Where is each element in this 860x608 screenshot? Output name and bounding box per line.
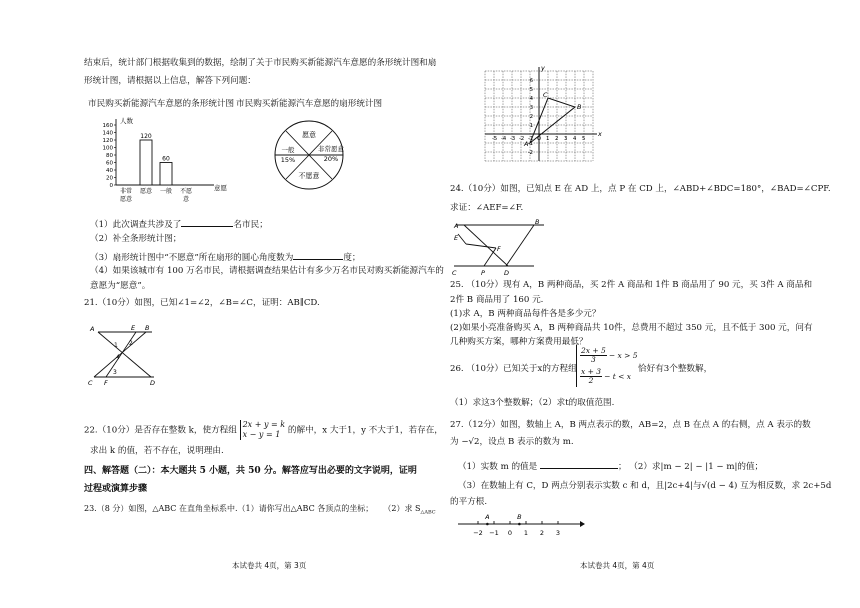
bar-y-tick-label: 40 <box>106 168 113 174</box>
q26-intro: 26. （10分）已知关于x的方程组 <box>450 364 577 374</box>
q27-line1: 27.（12分）如图，数轴上 A，B 两点表示的数，AB=2，点 B 在点 A 的右侧，点 A 表示的数 <box>450 420 811 430</box>
q22-eq1: 2x + y = k <box>242 420 286 429</box>
bar-cat-label: 非常 <box>119 188 133 195</box>
q23-sub: △ABC <box>420 509 436 516</box>
fig21-label-A: A <box>90 325 95 333</box>
q25-part1: (1)求 A，B 两种商品每件各是多少元？ <box>450 309 601 319</box>
bar-cat-label-2: 意 <box>182 196 190 203</box>
q26-ineq2 <box>580 366 638 387</box>
bar-y-tick-label: 0 <box>109 183 113 189</box>
q27-1-blank[interactable] <box>540 459 618 469</box>
q26-frac1 <box>580 347 607 364</box>
q20-1-text: （1）此次调查共涉及了 <box>90 220 182 230</box>
pie-label-20: 20% <box>323 155 339 163</box>
bar-chart <box>80 110 230 210</box>
number-line <box>456 512 586 542</box>
fig24-label-P: P <box>481 269 485 277</box>
q26-rhs2: − t < x <box>604 372 632 381</box>
q26-frac2 <box>580 368 602 385</box>
grid-x-tick: 5 <box>582 136 586 142</box>
bar-y-tick-label: 80 <box>106 153 113 159</box>
bar-2 <box>160 163 172 186</box>
bar-x-label: 意愿 <box>214 184 227 192</box>
bar-cat-label-2: 愿意 <box>119 196 133 203</box>
grid-y-tick: 3 <box>529 105 533 111</box>
q27-line2: 为 −√2，设点 B 表示的数为 m. <box>450 437 574 447</box>
point-B <box>518 523 521 526</box>
q22-eq2: x − y = 1 <box>242 430 281 439</box>
fig21-label-3: 3 <box>113 369 117 376</box>
fig21-label-C: C <box>88 379 93 387</box>
q20-part4-cont: 意愿为“愿意”。 <box>90 281 151 291</box>
q20-1-blank[interactable] <box>181 217 233 227</box>
q26-num2: x + 3 <box>581 367 602 376</box>
fig24-label-F: F <box>497 245 501 253</box>
q25-part2: (2)如果小亮准备购买 A，B 两种商品共 10件，总费用不超过 350 元，且不低于 300 元，问有 <box>450 323 813 333</box>
q22-line1 <box>84 420 443 440</box>
section4-heading-cont: 过程或演算步骤 <box>84 484 148 494</box>
pie-label-willing: 愿意 <box>302 131 316 139</box>
numberline-tick-label: 0 <box>507 529 513 537</box>
q26-ineq1 <box>580 345 638 366</box>
fig21-label-B: B <box>145 324 150 332</box>
bar-cat-label: 不愿 <box>179 188 193 195</box>
figure-24 <box>450 218 550 278</box>
bar-cat-label: 愿意 <box>139 188 153 195</box>
numberline-tick-label: −1 <box>489 529 499 537</box>
pie-label-unwilling: 不愿意 <box>298 172 320 180</box>
grid-y-tick: 5 <box>529 87 533 93</box>
q25-part2-cont: 几种购买方案，哪种方案费用最低？ <box>450 337 588 347</box>
fig24-label-E: E <box>454 234 459 242</box>
bar-value-label: 60 <box>162 155 170 163</box>
grid-x-tick: 1 <box>546 136 550 142</box>
fig21-label-F: F <box>104 379 108 387</box>
bar-y-tick-label: 140 <box>102 130 113 137</box>
numberline-tick-label: 2 <box>539 529 545 537</box>
grid-y-tick: 4 <box>529 96 533 102</box>
grid-x-tick: 3 <box>564 136 568 142</box>
q22-system <box>240 420 286 440</box>
grid-x-tick: 2 <box>555 136 559 142</box>
q20-3-blank[interactable] <box>293 250 343 260</box>
figure-23-grid <box>484 62 602 166</box>
pie-label-15: 15% <box>280 156 296 164</box>
fig24-label-D: D <box>504 269 510 277</box>
bar-1 <box>140 140 152 185</box>
grid-x-tick: O <box>537 136 542 142</box>
q20-part4: （4）如果该城市有 100 万名市民，请根据调查结果估计有多少万名市民对购买新能源汽车的 <box>90 266 444 276</box>
q27-part3-cont: 的平方根. <box>450 497 488 507</box>
fig21-label-D: D <box>150 379 156 387</box>
q22-text-b: 的解中，x 大于1，y 不大于1，若存在， <box>287 425 443 436</box>
grid-y-tick: -1 <box>527 141 533 147</box>
grid-x-tick: 4 <box>573 136 577 142</box>
q27-part3: （3）在数轴上有 C，D 两点分别表示实数 c 和 d，且|2c+4|与√(d − 4) 互为相反数，求 2c+5d <box>458 481 832 491</box>
grid-y-tick: -2 <box>527 150 533 156</box>
page-footer-right: 本试卷共 4页，第 4页 <box>580 561 655 570</box>
bar-chart-title: 市民购买新能源汽车意愿的条形统计图 <box>88 99 235 109</box>
numberline-tick-label: −2 <box>473 529 483 537</box>
bar-y-tick-label: 100 <box>102 145 113 152</box>
fig21-label-E: E <box>131 324 136 332</box>
q23-text <box>84 503 436 519</box>
bar-value-label: 120 <box>140 133 152 140</box>
point-C-label: C <box>543 91 548 99</box>
bar-y-tick-label: 120 <box>102 138 113 144</box>
section4-heading: 四、解答题（二）：本大题共 5 小题，共 50 分。解答应写出必要的文字说明，证明 <box>84 466 417 476</box>
q26-den1: 3 <box>591 355 596 364</box>
grid-y-tick: 6 <box>529 78 533 84</box>
numberline-tick-label: 3 <box>555 529 561 537</box>
bar-cat-label: 一般 <box>159 188 173 195</box>
q27-1-text: （1）实数 m 的值是 <box>458 462 538 472</box>
point-B-label: B <box>517 513 522 521</box>
grid-x-label: x <box>598 130 602 138</box>
q26-rhs1: − x > 5 <box>608 351 638 360</box>
grid-x-tick: -5 <box>492 136 498 142</box>
q24-proof: 求证：∠AEF=∠F. <box>450 203 524 213</box>
figure-21 <box>86 322 166 386</box>
q21-text: 21.（10分）如图，已知∠1=∠2，∠B=∠C，证明：AB∥CD. <box>84 298 320 308</box>
q20-1-text-end: 名市民； <box>233 220 268 230</box>
point-A-label: A <box>524 140 529 148</box>
q22-text-a: 22.（10分）是否存在整数 k，使方程组 <box>84 425 237 436</box>
fig24-label-B: B <box>535 218 540 226</box>
intro-line-2: 形统计图，请根据以上信息，解答下列问题： <box>84 76 256 86</box>
grid-x-tick: -2 <box>519 136 525 142</box>
bar-y-label: 人数 <box>120 117 133 125</box>
q22-line2: 求出 k 的值，若不存在，说明理由. <box>90 446 224 456</box>
bar-y-tick-label: 160 <box>102 123 113 129</box>
fig24-label-A: A <box>454 222 459 230</box>
q27-2-text: ； （2）求|m − 2| − |1 − m|的值； <box>617 462 764 472</box>
q20-part2: （2）补全条形统计图； <box>90 234 182 244</box>
page-4 <box>430 0 840 608</box>
q26-parts: （1）求这3个整数解；（2）求t的取值范围. <box>450 398 615 408</box>
grid-x-tick: -3 <box>510 136 516 142</box>
page-footer-left: 本试卷共 4页，第 3页 <box>232 561 307 570</box>
pie-chart <box>274 118 354 198</box>
q20-part1 <box>90 217 268 231</box>
point-A-label: A <box>485 513 490 521</box>
q26-num1: 2x + 5 <box>581 346 606 355</box>
point-A <box>486 523 489 526</box>
q26-den2: 2 <box>588 376 594 385</box>
q23-text-b: （2）求 S <box>383 504 421 513</box>
grid-x-tick: -4 <box>501 136 507 142</box>
point-B-label: B <box>577 103 582 111</box>
intro-line-1: 结束后，统计部门根据收集到的数据，绘制了关于市民购买新能源汽车意愿的条形统计图和扇 <box>84 58 437 68</box>
pie-label-neutral: 一般 <box>281 146 295 154</box>
fig21-label-2: 2 <box>129 340 133 347</box>
pie-chart-title: 市民购买新能源汽车意愿的扇形统计图 <box>236 99 383 109</box>
numberline-tick-label: 1 <box>523 529 529 537</box>
q26-system <box>576 345 638 387</box>
q25-line2: 2件 B 商品用了 160 元. <box>450 295 544 305</box>
grid-x-tick: -1 <box>528 136 534 142</box>
q25-line1: 25. （10分）现有 A，B 两种商品，买 2件 A 商品和 1件 B 商品用了 90 元，买 3件 A 商品和 <box>450 280 813 290</box>
grid-y-label: y <box>541 64 545 72</box>
q26-cond: 恰好有3个整数解， <box>638 364 713 374</box>
pie-label-very-willing: 非常愿意 <box>318 145 344 153</box>
q20-part3 <box>90 250 361 264</box>
grid-y-tick: 1 <box>529 123 533 129</box>
fig21-label-4: 4 <box>116 354 120 361</box>
q27-part1 <box>458 459 763 473</box>
q24-text: 24.（10分）如图，已知点 E 在 AD 上，点 P 在 CD 上，∠ABD+∠BDC=180°，∠BAD=∠CPF. <box>450 184 831 194</box>
grid-y-tick: 2 <box>529 114 533 120</box>
q20-3-text-end: 度； <box>343 253 361 263</box>
bar-y-tick-label: 20 <box>106 175 113 182</box>
fig24-label-C: C <box>452 269 457 277</box>
fig21-label-1: 1 <box>114 342 118 349</box>
q20-3-text: （3）扇形统计图中“不愿意”所在扇形的圆心角度数为 <box>90 253 294 263</box>
bar-y-tick-label: 60 <box>106 160 113 167</box>
numberline-arrow <box>580 521 585 527</box>
q23-text-a: 23.（8 分）如图，△ABC 在直角坐标系中.（1）请你写出△ABC 各顶点的坐标； <box>84 504 374 513</box>
